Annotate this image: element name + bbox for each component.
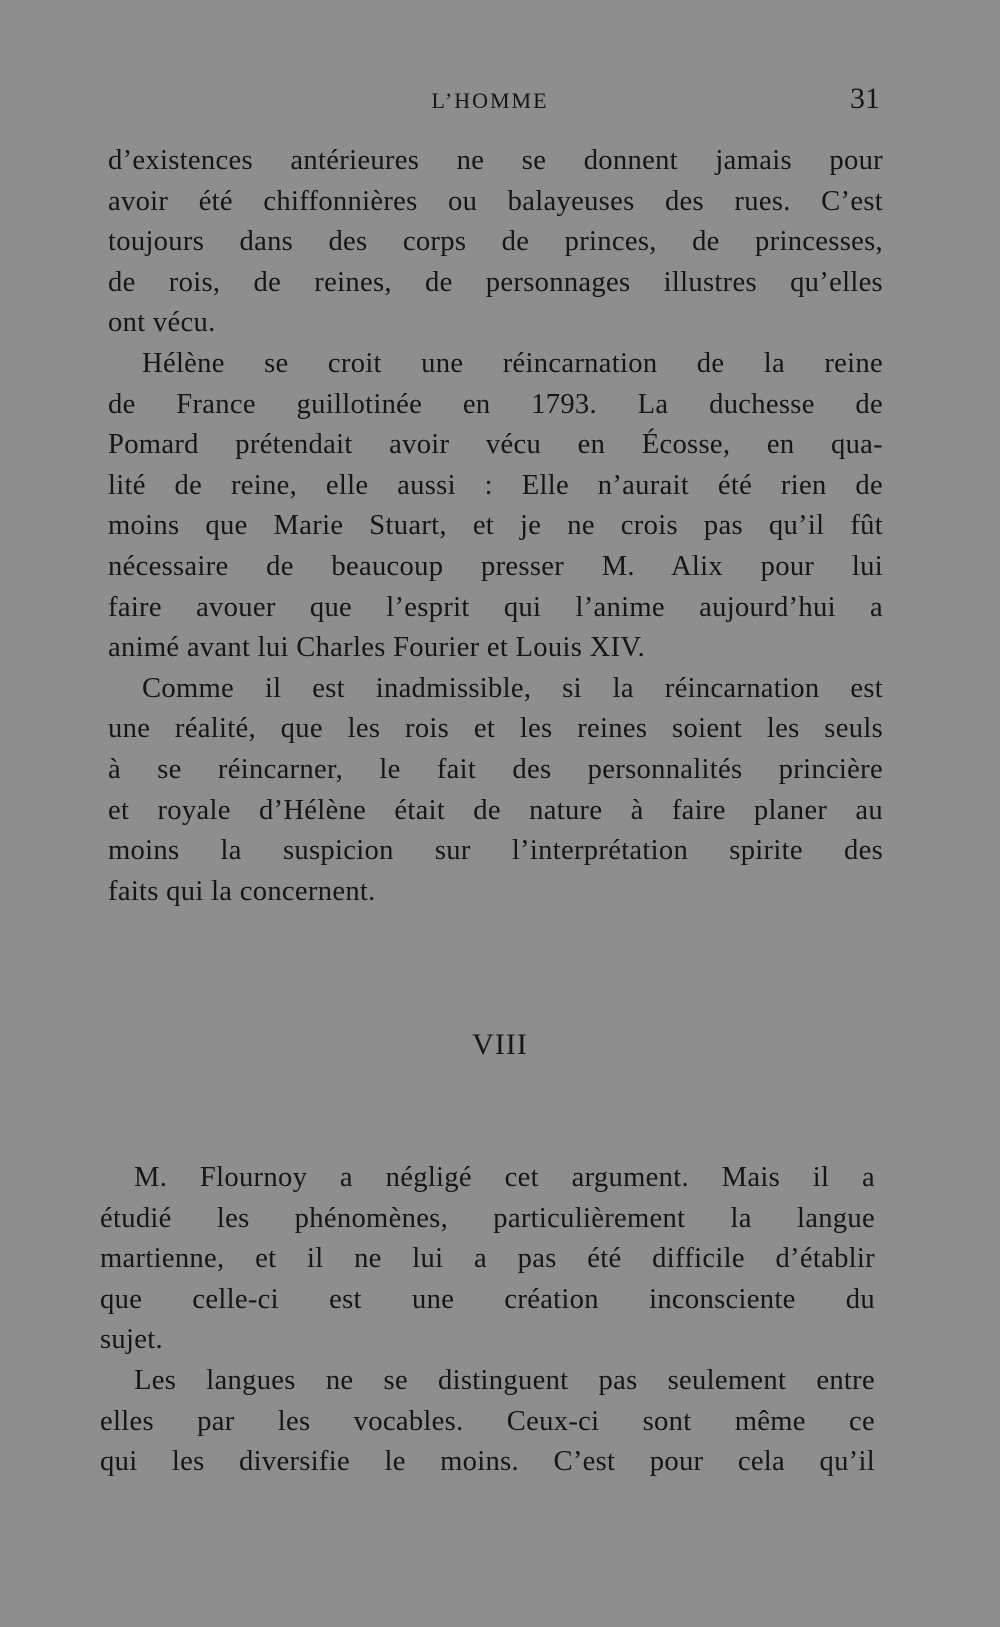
text-line: une réalité, que les rois et les reines soient les seuls — [108, 713, 883, 745]
text-line: avoir été chiffonnières ou balayeuses des rues. C’est — [108, 185, 883, 217]
text-line: M. Flournoy a négligé cet argument. Mais il a — [134, 1162, 875, 1193]
text-line: sujet. — [100, 1324, 163, 1356]
text-line: à se réincarner, le fait des personnalités princière — [108, 753, 883, 785]
text-line: étudié les phénomènes, particulièrement la langue — [100, 1202, 875, 1234]
text-line: que celle-ci est une création inconsciente du — [100, 1283, 875, 1315]
text-line: faits qui la concernent. — [108, 875, 376, 907]
text-line: toujours dans des corps de princes, de princesses, — [108, 226, 883, 258]
text-line: Les langues ne se distinguent pas seulement entre — [134, 1364, 875, 1396]
page-number: 31 — [850, 82, 880, 115]
text-line: moins que Marie Stuart, et je ne crois pas qu’il fût — [108, 510, 883, 542]
text-block-2 — [100, 1158, 875, 1483]
text-line: nécessaire de beaucoup presser M. Alix pour lui — [108, 550, 883, 582]
text-line: faire avouer que l’esprit qui l’anime aujourd’hui a — [108, 591, 883, 623]
text-line: moins la suspicion sur l’interprétation spirite des — [108, 835, 883, 867]
text-line: ont vécu. — [108, 307, 216, 339]
text-line: qui les diversifie le moins. C’est pour cela qu’il — [100, 1446, 875, 1478]
section-heading: VIII — [472, 1028, 528, 1061]
text-line: de France guillotinée en 1793. La duchesse de — [108, 388, 883, 420]
text-line: lité de reine, elle aussi : Elle n’aurait été rien de — [108, 469, 883, 501]
text-line: et royale d’Hélène était de nature à faire planer au — [108, 794, 883, 826]
text-line: martienne, et il ne lui a pas été difficile d’établir — [100, 1243, 875, 1275]
text-block-1 — [108, 141, 883, 912]
text-line: animé avant lui Charles Fourier et Louis XIV. — [108, 632, 646, 664]
running-head — [100, 82, 880, 122]
running-title: L’HOMME — [431, 88, 549, 113]
text-line: Comme il est inadmissible, si la réincarnation est — [142, 672, 883, 704]
text-line: Hélène se croit une réincarnation de la reine — [142, 347, 883, 379]
text-line: Pomard prétendait avoir vécu en Écosse, en qua- — [108, 429, 883, 461]
text-line: de rois, de reines, de personnages illustres qu’elles — [108, 266, 883, 298]
text-line: d’existences antérieures ne se donnent jamais pour — [108, 145, 883, 176]
text-line: elles par les vocables. Ceux-ci sont même ce — [100, 1405, 875, 1437]
